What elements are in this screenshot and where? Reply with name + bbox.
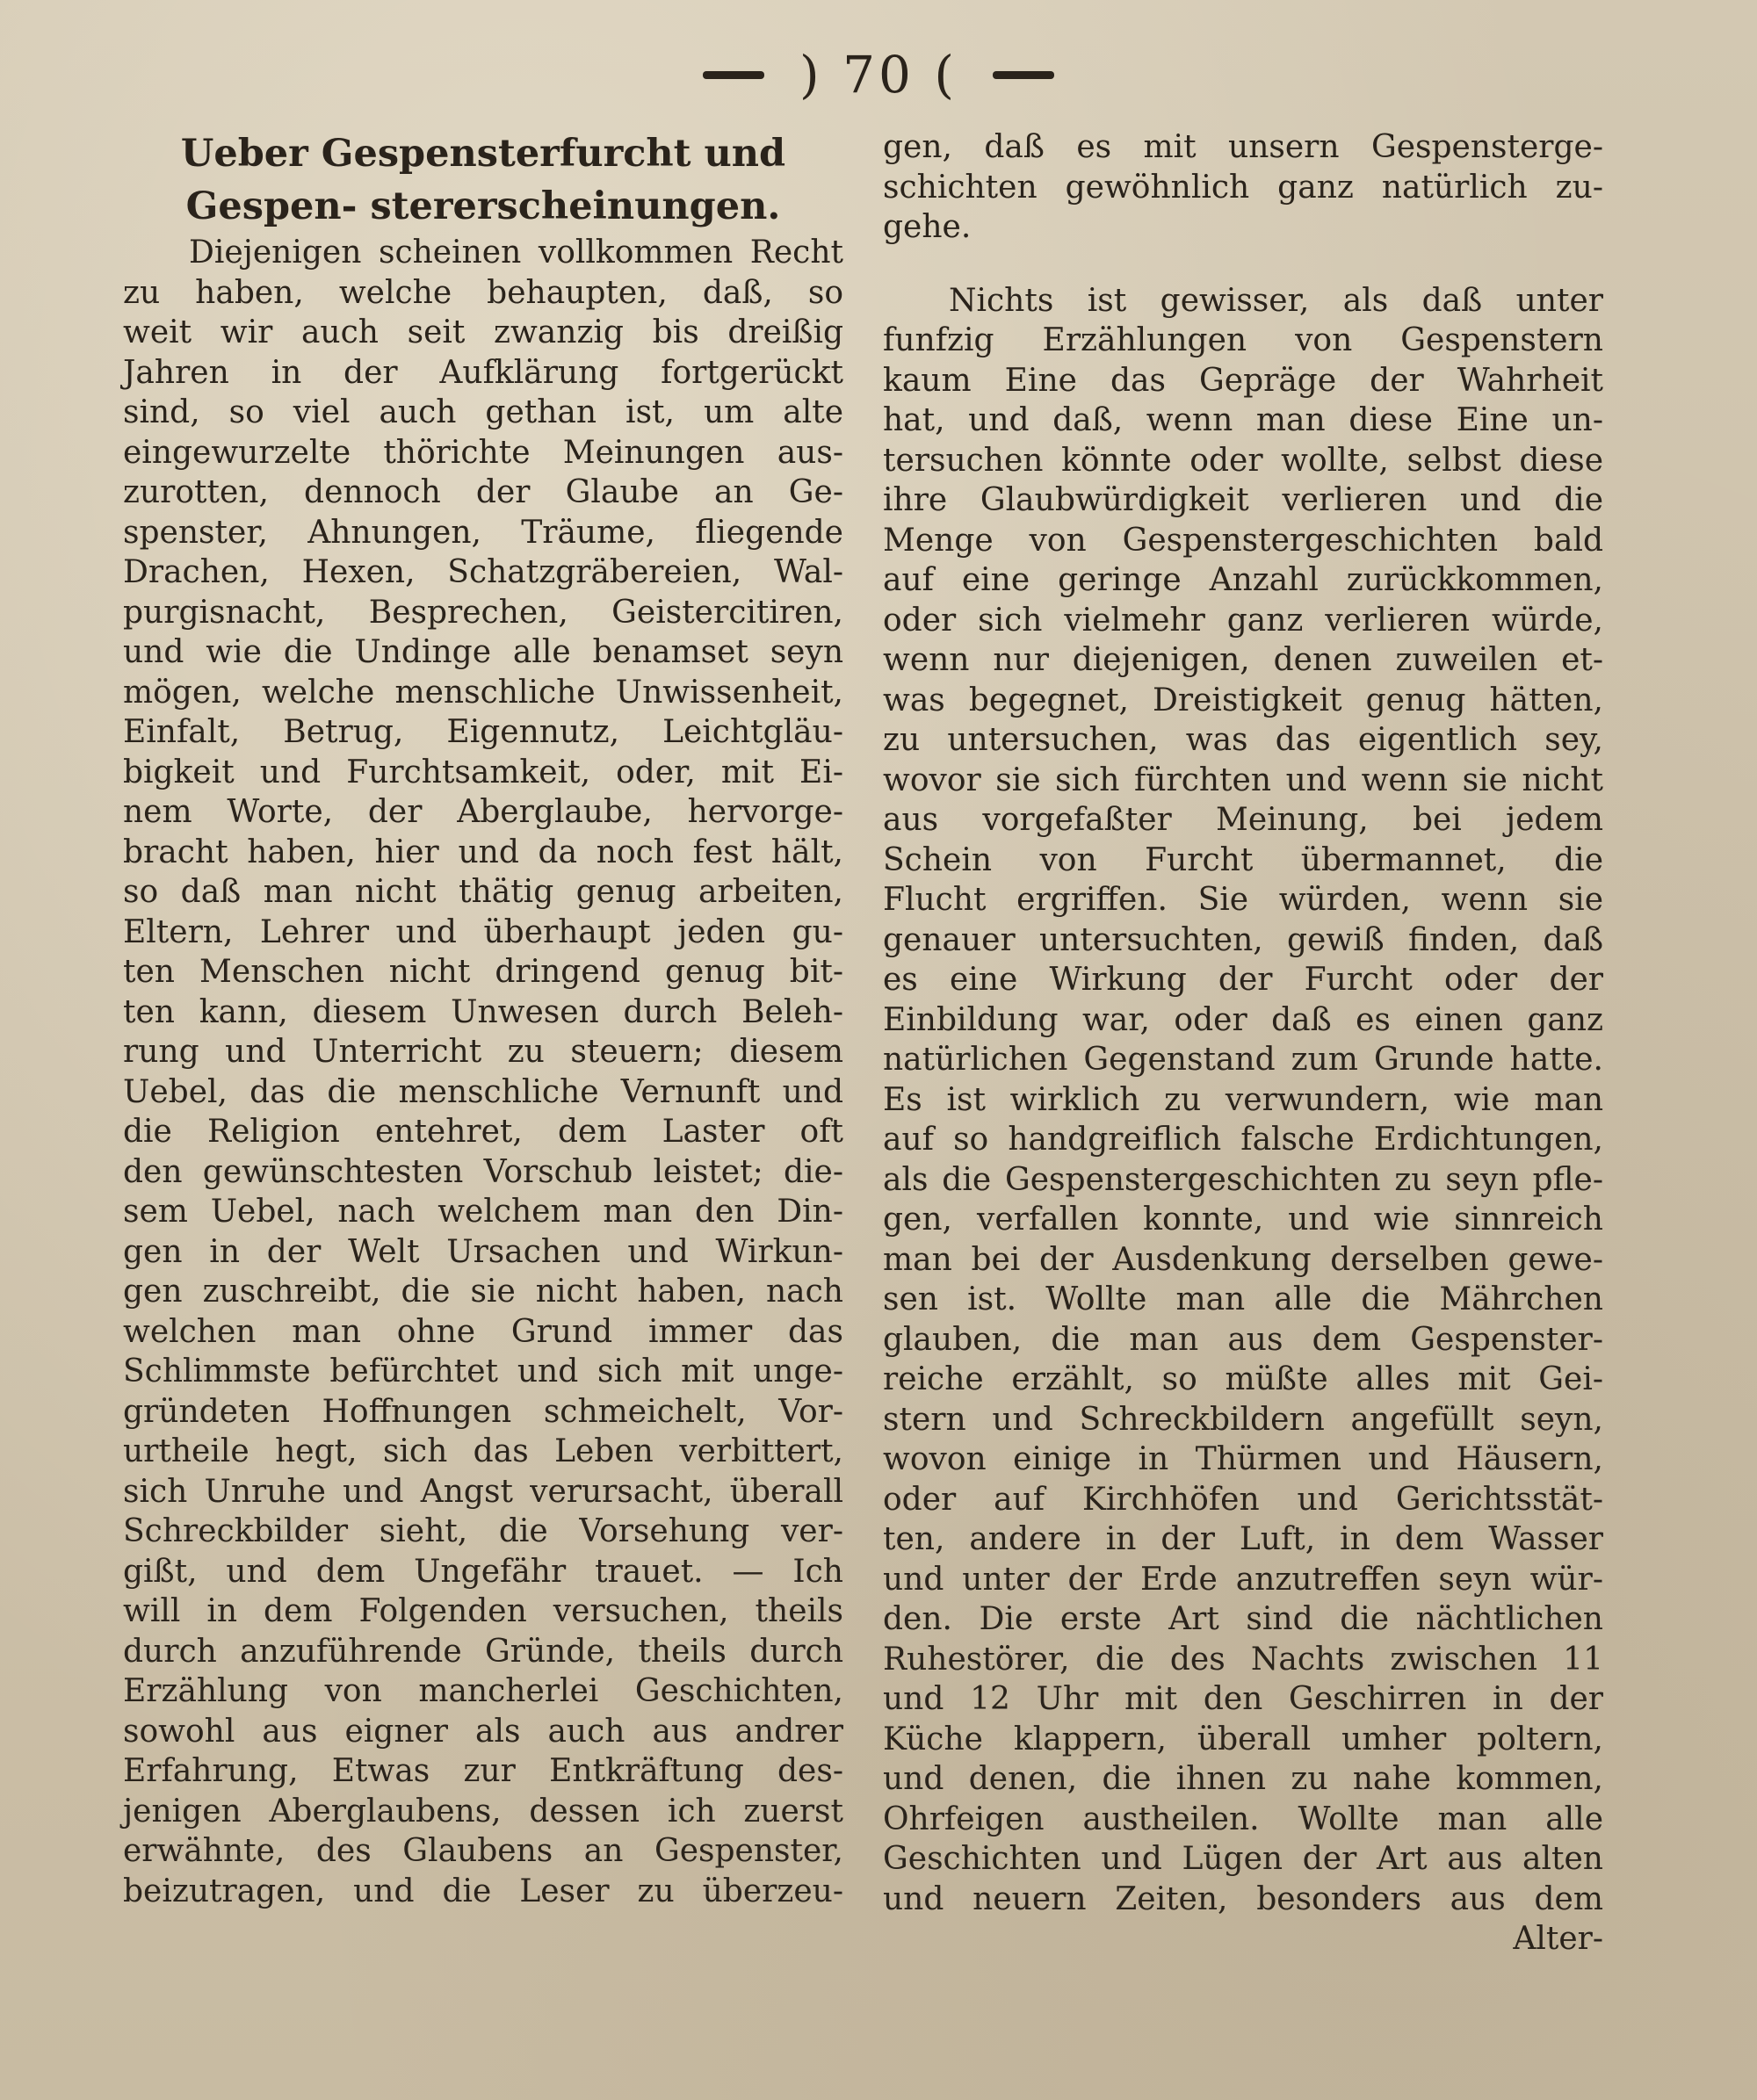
text-line: den gewünschtesten Vorschub leistet; die-: [123, 1153, 843, 1190]
text-line: und 12 Uhr mit den Geschirren in der: [883, 1681, 1603, 1717]
text-line: weit wir auch seit zwanzig bis dreißig: [123, 314, 843, 350]
text-line: bracht haben, hier und da noch fest hält,: [123, 834, 843, 870]
text-line: Ohrfeigen austheilen. Wollte man alle: [883, 1801, 1603, 1837]
text-line: Erfahrung, Etwas zur Entkräftung des-: [123, 1753, 843, 1789]
text-line: ten Menschen nicht dringend genug bit-: [123, 954, 843, 990]
text-line: wovor sie sich fürchten und wenn sie nicht: [883, 761, 1603, 798]
text-line: bigkeit und Furchtsamkeit, oder, mit Ei-: [123, 754, 843, 790]
text-line: und unter der Erde anzutreffen seyn wür-: [883, 1561, 1603, 1598]
text-line: durch anzuführende Gründe, theils durch: [123, 1633, 843, 1670]
text-line: sowohl aus eigner als auch aus andrer: [123, 1713, 843, 1750]
text-line: spenster, Ahnungen, Träume, fliegende: [123, 514, 843, 551]
text-line: so daß man nicht thätig genug arbeiten,: [123, 874, 843, 910]
ornament-dash-right: [993, 71, 1054, 79]
text-line: gißt, und dem Ungefähr trauet. — Ich: [123, 1553, 843, 1590]
text-line: und wie die Undinge alle benamset seyn: [123, 634, 843, 670]
text-line: erwähnte, des Glaubens an Gespenster,: [123, 1833, 843, 1869]
text-line: es eine Wirkung der Furcht oder der: [883, 962, 1603, 998]
text-line: gen zuschreibt, die sie nicht haben, nach: [123, 1274, 843, 1310]
text-line: Schreckbilder sieht, die Vorsehung ver-: [123, 1513, 843, 1549]
text-line: auf so handgreiflich falsche Erdichtungen,: [883, 1122, 1603, 1158]
text-line: purgisnacht, Besprechen, Geistercitiren,: [123, 594, 843, 631]
text-line: nem Worte, der Aberglaube, hervorge-: [123, 794, 843, 830]
text-line: und neuern Zeiten, besonders aus dem: [883, 1880, 1603, 1917]
text-line: mögen, welche menschliche Unwissenheit,: [123, 674, 843, 711]
paragraph-gap: [883, 248, 1603, 281]
catchword: Alter-: [1513, 1921, 1603, 1957]
left-column-text: [123, 233, 843, 1911]
text-line: gen in der Welt Ursachen und Wirkun-: [123, 1233, 843, 1270]
text-line: als die Gespenstergeschichten zu seyn pfle-: [883, 1161, 1603, 1198]
text-line: Erzählung von mancherlei Geschichten,: [123, 1673, 843, 1709]
text-line: Ruhestörer, die des Nachts zwischen 11: [883, 1641, 1603, 1678]
text-line: sem Uebel, nach welchem man den Din-: [123, 1194, 843, 1230]
text-line: Flucht ergriffen. Sie würden, wenn sie: [883, 882, 1603, 918]
text-line: die Religion entehret, dem Laster oft: [123, 1114, 843, 1150]
text-line: man bei der Ausdenkung derselben gewe-: [883, 1241, 1603, 1278]
right-column: [883, 127, 1603, 1959]
text-line: gründeten Hoffnungen schmeichelt, Vor-: [123, 1393, 843, 1430]
text-line: Schein von Furcht übermannet, die: [883, 841, 1603, 878]
text-line: oder sich vielmehr ganz verlieren würde,: [883, 602, 1603, 639]
text-line: den. Die erste Art sind die nächtlichen: [883, 1601, 1603, 1637]
text-line: sen ist. Wollte man alle die Mährchen: [883, 1281, 1603, 1317]
text-line: eingewurzelte thörichte Meinungen aus-: [123, 434, 843, 471]
text-line: Einbildung war, oder daß es einen ganz: [883, 1001, 1603, 1038]
text-line: ihre Glaubwürdigkeit verlieren und die: [883, 482, 1603, 518]
text-line: natürlichen Gegenstand zum Grunde hatte.: [883, 1042, 1603, 1078]
text-line: Schlimmste befürchtet und sich mit unge-: [123, 1353, 843, 1389]
text-line: Menge von Gespenstergeschichten bald: [883, 522, 1603, 559]
text-line: glauben, die man aus dem Gespenster-: [883, 1321, 1603, 1358]
text-line: ten kann, diesem Unwesen durch Beleh-: [123, 993, 843, 1030]
right-column-opening-text: [883, 127, 1603, 248]
text-line: wenn nur diejenigen, denen zuweilen et-: [883, 642, 1603, 678]
text-line: gen, daß es mit unsern Gespensterge-: [883, 129, 1603, 165]
text-line: sich Unruhe und Angst verursacht, überall: [123, 1473, 843, 1510]
text-line: und denen, die ihnen zu nahe kommen,: [883, 1761, 1603, 1797]
article-title: Ueber Gespensterfurcht und Gespen- stererscheinungen.: [180, 132, 786, 228]
text-line: auf eine geringe Anzahl zurückkommen,: [883, 562, 1603, 598]
ornament-dash-left: [703, 71, 764, 79]
text-line: genauer untersuchten, gewiß finden, daß: [883, 921, 1603, 958]
text-line: ten, andere in der Luft, in dem Wasser: [883, 1521, 1603, 1557]
text-line: zurotten, dennoch der Glaube an Ge-: [123, 474, 843, 510]
text-line: Küche klappern, überall umher poltern,: [883, 1721, 1603, 1757]
text-line: will in dem Folgenden versuchen, theils: [123, 1593, 843, 1629]
text-line: rung und Unterricht zu steuern; diesem: [123, 1034, 843, 1070]
text-line: hat, und daß, wenn man diese Eine un-: [883, 402, 1603, 438]
right-column-text: [883, 281, 1603, 1920]
text-line: zu untersuchen, was das eigentlich sey,: [883, 722, 1603, 758]
page-header: [0, 35, 1757, 114]
text-line: Eltern, Lehrer und überhaupt jeden gu-: [123, 913, 843, 950]
text-line: was begegnet, Dreistigkeit genug hätten,: [883, 682, 1603, 718]
text-line: welchen man ohne Grund immer das: [123, 1313, 843, 1350]
text-line: gen, verfallen konnte, und wie sinnreich: [883, 1202, 1603, 1238]
left-column: [123, 127, 843, 1911]
text-line: Jahren in der Aufklärung fortgerückt: [123, 354, 843, 391]
text-line: Einfalt, Betrug, Eigennutz, Leichtgläu-: [123, 714, 843, 750]
text-line: aus vorgefaßter Meinung, bei jedem: [883, 802, 1603, 838]
text-line: Geschichten und Lügen der Art aus alten: [883, 1841, 1603, 1877]
text-line: Es ist wirklich zu verwundern, wie man: [883, 1081, 1603, 1118]
text-line: stern und Schreckbildern angefüllt seyn,: [883, 1401, 1603, 1438]
text-line: sind, so viel auch gethan ist, um alte: [123, 394, 843, 430]
text-line: urtheile hegt, sich das Leben verbittert,: [123, 1433, 843, 1469]
text-line: kaum Eine das Gepräge der Wahrheit: [883, 362, 1603, 399]
text-line: wovon einige in Thürmen und Häusern,: [883, 1441, 1603, 1477]
text-line: Uebel, das die menschliche Vernunft und: [123, 1073, 843, 1110]
text-line: reiche erzählt, so müßte alles mit Gei-: [883, 1361, 1603, 1397]
text-line: Diejenigen scheinen vollkommen Recht: [189, 235, 843, 271]
text-line: funfzig Erzählungen von Gespenstern: [883, 322, 1603, 358]
text-line: oder auf Kirchhöfen und Gerichtsstät-: [883, 1481, 1603, 1518]
text-line: gehe.: [883, 209, 972, 245]
text-line: tersuchen könnte oder wollte, selbst diese: [883, 442, 1603, 479]
text-line: schichten gewöhnlich ganz natürlich zu-: [883, 169, 1603, 206]
page-number: ) 70 (: [799, 45, 958, 105]
text-line: jenigen Aberglaubens, dessen ich zuerst: [123, 1793, 843, 1829]
text-line: beizutragen, und die Leser zu überzeu-: [123, 1873, 843, 1909]
text-line: zu haben, welche behaupten, daß, so: [123, 274, 843, 311]
text-line: Nichts ist gewisser, als daß unter: [949, 282, 1603, 319]
text-line: Drachen, Hexen, Schatzgräbereien, Wal-: [123, 554, 843, 590]
